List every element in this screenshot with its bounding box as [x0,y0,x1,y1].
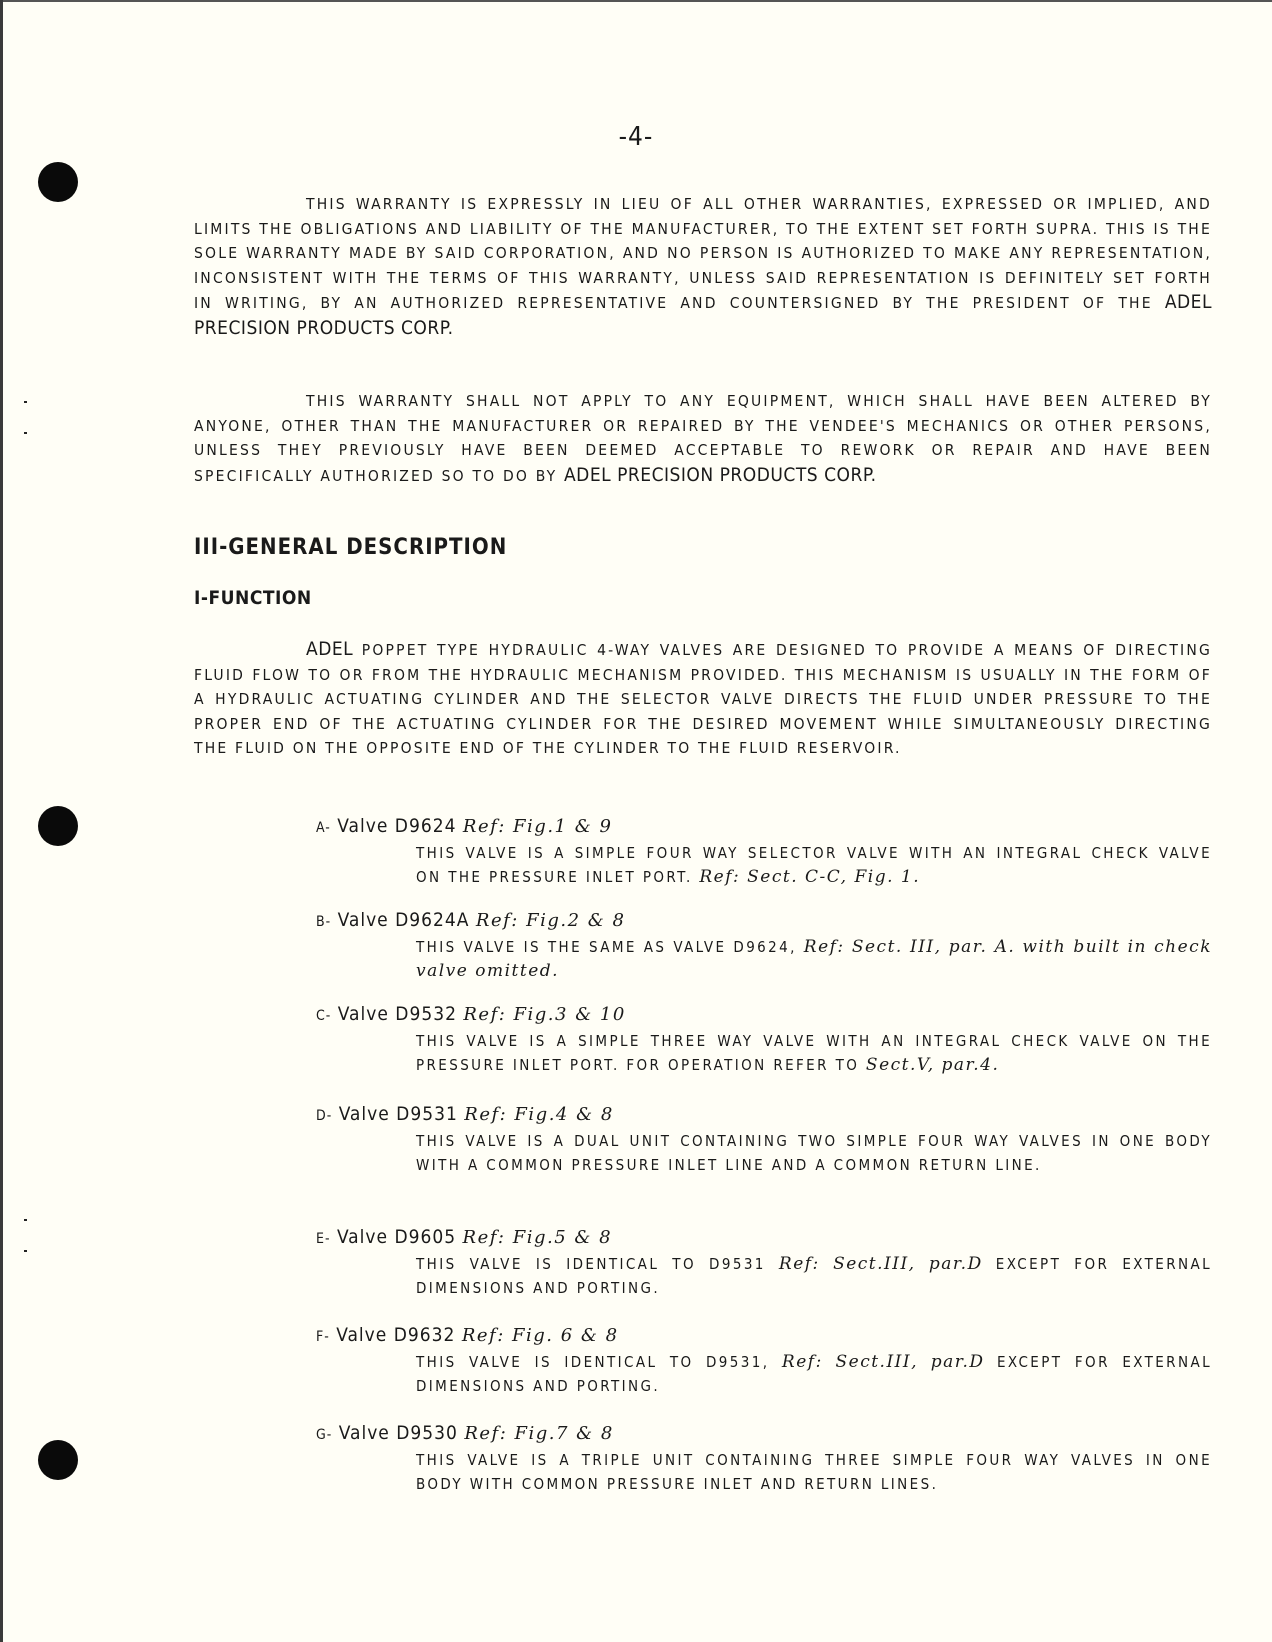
item-letter: E- [316,1231,331,1247]
valve-name: Valve D9605 [336,1226,457,1248]
page-number: -4- [618,122,654,152]
item-letter: A- [316,820,331,836]
item-letter: G- [316,1427,333,1443]
valve-description: THIS VALVE IS IDENTICAL TO D9531, [416,1353,770,1371]
valve-description-tail: EXCEPT FOR EXTERNAL DIMENSIONS AND PORTING. [416,1353,1212,1395]
company-name: ADEL PRECISION PRODUCTS CORP. [563,463,877,486]
valve-description: THIS VALVE IS A SIMPLE FOUR WAY SELECTOR VALVE WITH AN INTEGRAL CHECK VALVE ON THE PRESSURE INLET PORT. [416,844,1212,886]
punch-hole-bottom [38,1440,78,1480]
warranty-paragraph-2 [194,389,1212,488]
valve-description: THIS VALVE IS A TRIPLE UNIT CONTAINING THREE SIMPLE FOUR WAY VALVES IN ONE BODY WITH COMMON PRESSURE INLET AND RETURN LINES. [416,1451,1212,1493]
margin-mark [24,401,27,403]
section-ref: Ref: Sect.III, par.D [778,1254,983,1274]
figure-ref: Ref: Fig.1 & 9 [462,816,613,837]
section-ref: Ref: Sect.III, par.D [781,1352,985,1372]
section-ref: Sect.V, par.4. [865,1055,1000,1075]
valve-item-d [316,1101,1212,1177]
scan-edge-left [0,0,3,1642]
valve-name: Valve D9530 [338,1422,458,1444]
warranty-text-2: THIS WARRANTY SHALL NOT APPLY TO ANY EQUIPMENT, WHICH SHALL HAVE BEEN ALTERED BY ANYONE, OTHER THAN THE MANUFACTURER OR REPAIRED BY THE VENDEE'S MECHANICS OR OTHER PERSONS, UNLESS THEY PREVIOUSLY HAVE BEEN DEEMED ACCEPTABLE TO REWORK OR REPAIR AND HAVE BEEN SPECIFICALLY AUTHORIZED SO TO DO BY [194,392,1212,485]
valve-name: Valve D9532 [337,1003,457,1025]
scan-edge-top [0,0,1272,2]
margin-mark [24,432,27,434]
margin-mark [24,1250,27,1252]
punch-hole-top [38,162,78,202]
margin-mark [24,1219,27,1221]
valve-description: THIS VALVE IS A DUAL UNIT CONTAINING TWO SIMPLE FOUR WAY VALVES IN ONE BODY WITH A COMMON PRESSURE INLET LINE AND A COMMON RETURN LINE. [416,1132,1212,1174]
figure-ref: Ref: Fig.5 & 8 [462,1227,613,1248]
item-letter: C- [316,1008,332,1024]
figure-ref: Ref: Fig.7 & 8 [464,1423,614,1444]
warranty-text-1: THIS WARRANTY IS EXPRESSLY IN LIEU OF ALL OTHER WARRANTIES, EXPRESSED OR IMPLIED, AND LIMITS THE OBLIGATIONS AND LIABILITY OF THE MANUFACTURER, TO THE EXTENT SET FORTH SUPRA. THIS IS THE SOLE WARRANTY MADE BY SAID CORPORATION, AND NO PERSON IS AUTHORIZED TO MAKE ANY REPRESENTATION, INCONSISTENT WITH THE TERMS OF THIS WARRANTY, UNLESS SAID REPRESENTATION IS DEFINITELY SET FORTH IN WRITING, BY AN AUTHORIZED REPRESENTATIVE AND COUNTERSIGNED BY THE PRESIDENT OF THE [194,195,1212,312]
item-letter: B- [316,914,332,930]
function-intro [194,637,1212,761]
figure-ref: Ref: Fig. 6 & 8 [461,1325,619,1346]
item-letter: F- [316,1329,330,1345]
valve-item-g [316,1420,1212,1496]
valve-description: THIS VALVE IS IDENTICAL TO D9531 [416,1255,766,1273]
section-title: III-GENERAL DESCRIPTION [194,535,508,560]
company-name: ADEL PRECISION PRODUCTS CORP. [194,291,1212,339]
brand-name: ADEL [306,638,354,660]
valve-item-f [316,1322,1212,1398]
valve-description-tail: EXCEPT FOR EXTERNAL DIMENSIONS AND PORTING. [416,1255,1213,1297]
valve-description: THIS VALVE IS THE SAME AS VALVE D9624, [416,938,797,956]
subsection-title: I-FUNCTION [194,587,312,609]
figure-ref: Ref: Fig.3 & 10 [463,1004,626,1025]
item-letter: D- [316,1108,333,1124]
valve-item-a [316,813,1212,889]
figure-ref: Ref: Fig.2 & 8 [475,910,626,931]
punch-hole-middle [38,806,78,846]
section-ref: Ref: Sect. C-C, Fig. 1. [699,867,921,887]
valve-item-c [316,1001,1212,1077]
valve-description: THIS VALVE IS A SIMPLE THREE WAY VALVE WITH AN INTEGRAL CHECK VALVE ON THE PRESSURE INLET PORT. FOR OPERATION REFER TO [416,1032,1212,1074]
valve-item-b [316,907,1212,983]
valve-name: Valve D9531 [338,1103,458,1125]
intro-text: POPPET TYPE HYDRAULIC 4-WAY VALVES ARE DESIGNED TO PROVIDE A MEANS OF DIRECTING FLUID FLOW TO OR FROM THE HYDRAULIC MECHANISM PROVIDED. THIS MECHANISM IS USUALLY IN THE FORM OF A HYDRAULIC ACTUATING CYLINDER AND THE SELECTOR VALVE DIRECTS THE FLUID UNDER PRESSURE TO THE PROPER END OF THE ACTUATING CYLINDER FOR THE DESIRED MOVEMENT WHILE SIMULTANEOUSLY DIRECTING THE FLUID ON THE OPPOSITE END OF THE CYLINDER TO THE FLUID RESERVOIR. [194,641,1212,757]
figure-ref: Ref: Fig.4 & 8 [464,1104,614,1125]
section-ref: Ref: Sect. III, par. A. with built in check valve omitted. [416,937,1213,981]
warranty-paragraph-1 [194,192,1212,341]
valve-name: Valve D9624A [337,909,470,931]
valve-name: Valve D9624 [337,815,457,837]
valve-item-e [316,1224,1212,1300]
valve-name: Valve D9632 [336,1324,456,1346]
